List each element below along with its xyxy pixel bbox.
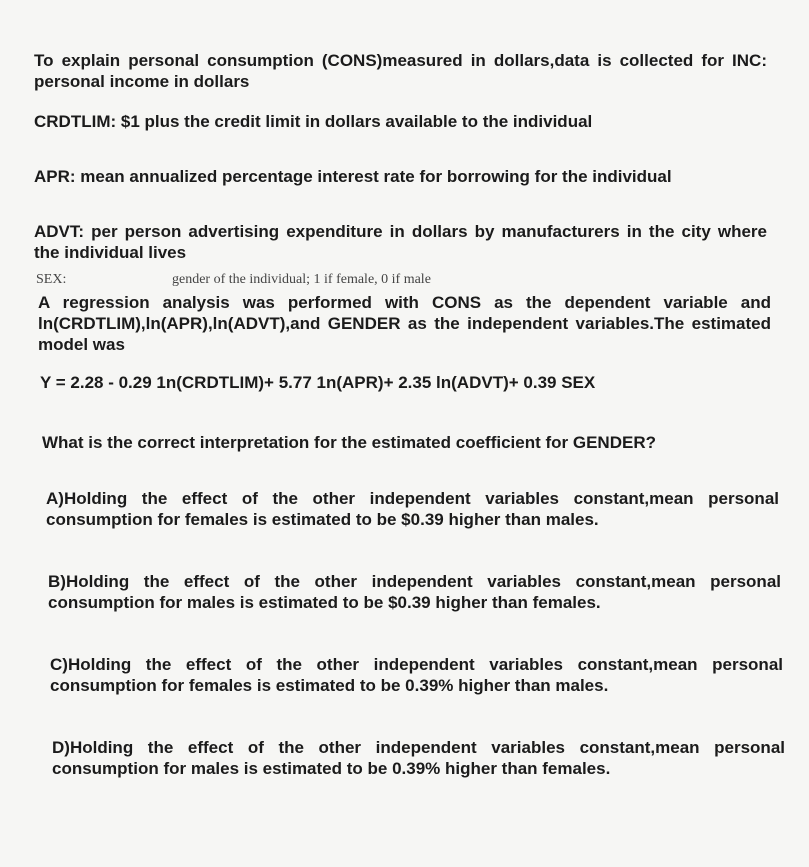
option-d: D)Holding the effect of the other independent variables constant,mean personal consumption for males is estimated to be 0.39% higher than females. xyxy=(52,738,785,778)
model-equation: Y = 2.28 - 0.29 1n(CRDTLIM)+ 5.77 1n(APR)+ 2.35 ln(ADVT)+ 0.39 SEX xyxy=(40,373,596,392)
variable-advt: ADVT: per person advertising expenditure in dollars by manufacturers in the city where the individual lives xyxy=(34,222,767,262)
option-c: C)Holding the effect of the other independent variables constant,mean personal consumption for females is estimated to be 0.39% higher than males. xyxy=(50,655,783,695)
option-b: B)Holding the effect of the other independent variables constant,mean personal consumption for males is estimated to be $0.39 higher than females. xyxy=(48,572,781,612)
sex-description: gender of the individual; 1 if female, 0 if male xyxy=(172,272,431,287)
sex-label: SEX: xyxy=(36,272,67,287)
question-text: What is the correct interpretation for the estimated coefficient for GENDER? xyxy=(42,433,656,452)
variable-crdtlim: CRDTLIM: $1 plus the credit limit in dollars available to the individual xyxy=(34,112,593,131)
intro-paragraph: To explain personal consumption (CONS)measured in dollars,data is collected for INC: personal income in dollars xyxy=(34,51,767,91)
option-a: A)Holding the effect of the other independent variables constant,mean personal consumption for females is estimated to be $0.39 higher than males. xyxy=(46,489,779,529)
regression-paragraph: A regression analysis was performed with CONS as the dependent variable and ln(CRDTLIM),ln(APR),ln(ADVT),and GENDER as the independent variables.The estimated model was xyxy=(38,293,771,354)
variable-apr: APR: mean annualized percentage interest rate for borrowing for the individual xyxy=(34,167,672,186)
